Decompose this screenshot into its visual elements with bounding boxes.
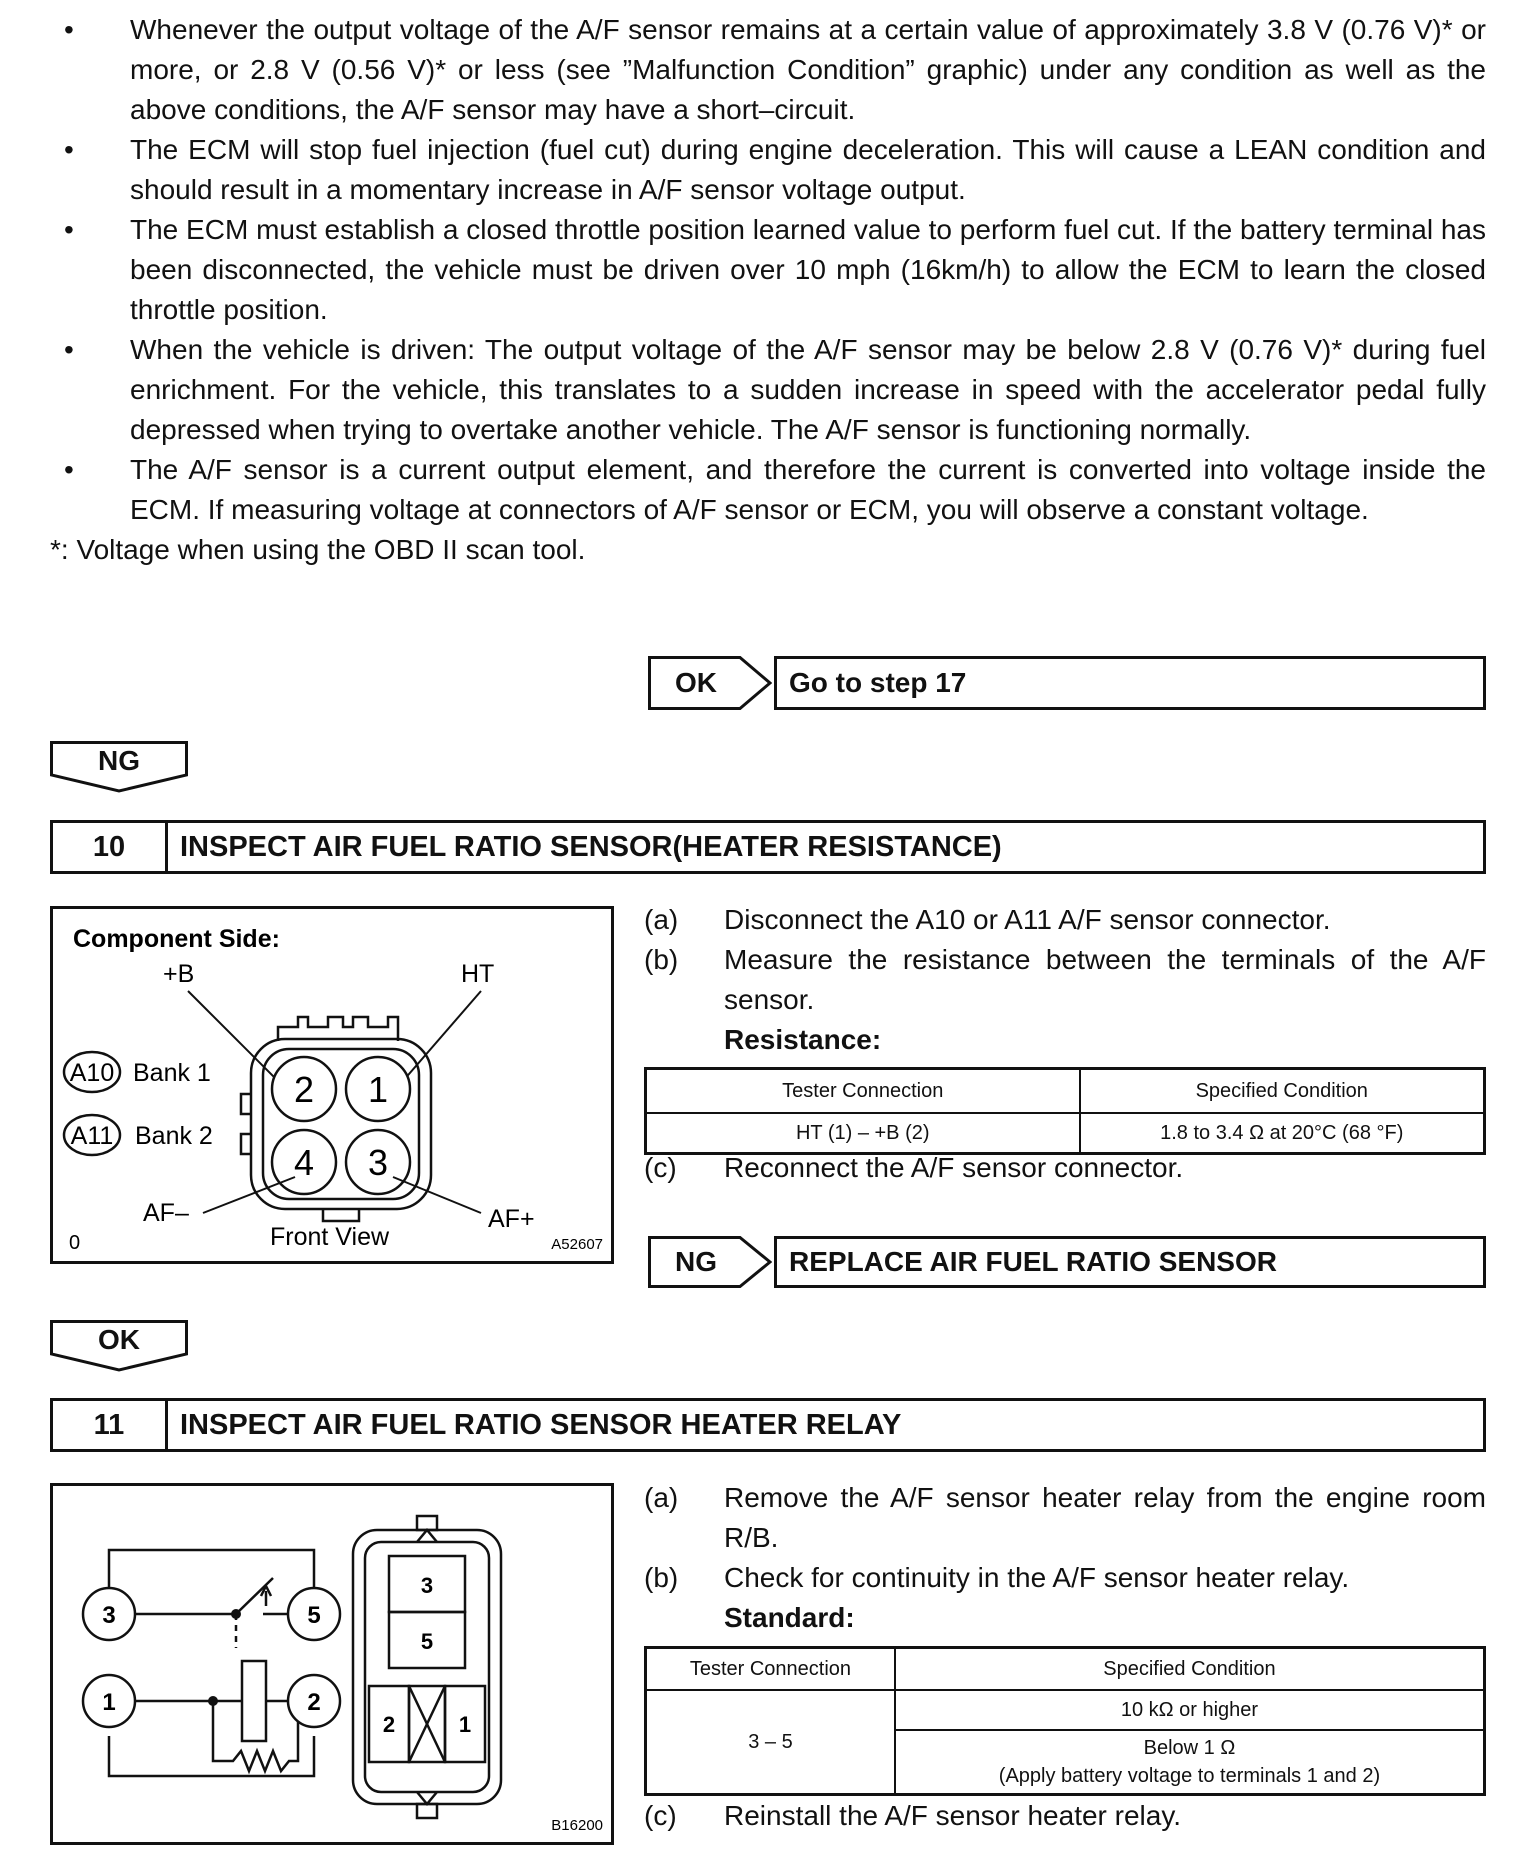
af-minus-label: AF– xyxy=(143,1199,189,1227)
table-header: Tester Connection xyxy=(646,1648,895,1691)
a10-label: A10 xyxy=(69,1059,115,1087)
instruction-a: (a) Remove the A/F sensor heater relay from the engine room R/B. xyxy=(644,1482,1486,1553)
figure-code: B16200 xyxy=(551,1817,603,1834)
connector-diagram xyxy=(53,909,611,1261)
step-11-header xyxy=(50,1398,1486,1452)
decision-target: Go to step 17 xyxy=(774,656,1486,710)
top-wire xyxy=(109,1550,314,1614)
decision-ok-go-step-17[interactable] xyxy=(648,656,1486,710)
step-10-instructions xyxy=(644,900,1486,1060)
bank-1-label: Bank 1 xyxy=(133,1059,211,1087)
table-cell: 1.8 to 3.4 Ω at 20°C (68 °F) xyxy=(1080,1113,1485,1154)
corner-label: 0 xyxy=(69,1232,81,1254)
table-header: Specified Condition xyxy=(1080,1069,1485,1114)
footnote: *: Voltage when using the OBD II scan tool. xyxy=(50,534,586,565)
ht-label: HT xyxy=(461,960,495,988)
svg-text:2: 2 xyxy=(307,1689,321,1716)
switch-blade xyxy=(236,1578,273,1614)
ok-flow-tag xyxy=(50,1320,188,1372)
instruction-b: (b) Check for continuity in the A/F sensor heater relay. xyxy=(644,1562,1350,1593)
relay-top-arrow xyxy=(417,1530,437,1542)
decision-label: NG xyxy=(675,1246,717,1277)
bullet-dot: • xyxy=(64,14,74,45)
condition-note: (Apply battery voltage to terminals 1 and 2) xyxy=(998,1765,1381,1787)
step-10-header xyxy=(50,820,1486,874)
ng-flow-label: NG xyxy=(98,745,140,776)
bullet-item: • The ECM must establish a closed throttle position learned value to perform fuel cut. If the battery terminal has been disconnected, the vehicle must be driven over 10 mph (16km/h) to allow the ECM to learn the closed throttle position. xyxy=(50,210,1486,330)
instruction-a: (a) Disconnect the A10 or A11 A/F sensor connector. xyxy=(644,904,1331,935)
instruction-b: (b) Measure the resistance between the terminals of the A/F sensor. xyxy=(644,944,1486,1015)
table-header: Tester Connection xyxy=(646,1069,1080,1114)
table-cell: HT (1) – +B (2) xyxy=(646,1113,1080,1154)
svg-text:5: 5 xyxy=(420,1629,434,1654)
table-cell: 10 kΩ or higher xyxy=(895,1690,1485,1730)
junction-dot xyxy=(231,1609,241,1619)
decision-ng-replace-sensor[interactable] xyxy=(648,1236,1486,1288)
pin-1-label: 1 xyxy=(367,1069,389,1110)
table-cell: 3 – 5 xyxy=(646,1690,895,1795)
front-view-label: Front View xyxy=(270,1223,390,1251)
svg-text:3: 3 xyxy=(102,1602,116,1629)
bullet-item: • Whenever the output voltage of the A/F sensor remains at a certain value of approximately 3.8 V (0.76 V)* or more, or 2.8 V (0.56 V)* or less (see ”Malfunction Condition” graphic) under any condition as well as the above conditions, the A/F sensor may have a short–circuit. xyxy=(50,10,1486,130)
bullet-item: • The ECM will stop fuel injection (fuel cut) during engine deceleration. This will cause a LEAN condition and should result in a momentary increase in A/F sensor voltage output. xyxy=(50,130,1486,210)
pin-3-label: 3 xyxy=(367,1142,389,1183)
svg-text:2: 2 xyxy=(382,1712,396,1737)
step-title: INSPECT AIR FUEL RATIO SENSOR(HEATER RESISTANCE) xyxy=(180,830,1002,863)
ok-flow-label: OK xyxy=(98,1324,140,1355)
connector-body xyxy=(241,1017,431,1221)
condition-below: Below 1 Ω xyxy=(1143,1737,1236,1759)
connector-figure xyxy=(50,906,614,1264)
resistance-label: Resistance: xyxy=(724,1024,882,1055)
svg-text:3: 3 xyxy=(420,1573,434,1598)
step-number: 10 xyxy=(53,823,168,871)
component-side-heading: Component Side: xyxy=(73,925,280,953)
step-11-instructions xyxy=(644,1478,1486,1638)
junction-dot xyxy=(208,1696,218,1706)
ng-flow-tag xyxy=(50,741,188,793)
plus-b-label: +B xyxy=(163,960,195,988)
svg-text:5: 5 xyxy=(307,1602,321,1629)
table-cell xyxy=(895,1730,1485,1795)
bank-2-label: Bank 2 xyxy=(135,1122,213,1150)
standard-label: Standard: xyxy=(724,1602,855,1633)
instruction-c: (c) Reconnect the A/F sensor connector. xyxy=(644,1152,1184,1183)
relay-coil xyxy=(242,1661,266,1741)
resistance-table xyxy=(644,1067,1486,1155)
bullet-dot: • xyxy=(64,334,74,365)
relay-diagram xyxy=(53,1486,611,1842)
instruction-c: (c) Reinstall the A/F sensor heater relay. xyxy=(644,1800,1182,1831)
pin-4-label: 4 xyxy=(293,1142,315,1183)
relay-bottom-tab xyxy=(417,1804,437,1818)
bullet-dot: • xyxy=(64,134,74,165)
decision-target: REPLACE AIR FUEL RATIO SENSOR xyxy=(774,1236,1486,1288)
pin-2-label: 2 xyxy=(293,1069,315,1110)
relay-bottom-arrow xyxy=(417,1792,437,1804)
figure-code: A52607 xyxy=(551,1236,603,1253)
svg-text:1: 1 xyxy=(102,1689,116,1716)
bullet-item: • The A/F sensor is a current output element, and therefore the current is converted into voltage inside the ECM. If measuring voltage at connectors of A/F sensor or ECM, you will observe a constant voltage. xyxy=(50,450,1486,530)
bullet-list xyxy=(50,10,1486,570)
table-header: Specified Condition xyxy=(895,1648,1485,1691)
svg-text:1: 1 xyxy=(458,1712,472,1737)
relay-top-tab xyxy=(417,1516,437,1530)
relay-figure xyxy=(50,1483,614,1845)
decision-label: OK xyxy=(675,667,717,698)
bullet-item: • When the vehicle is driven: The output voltage of the A/F sensor may be below 2.8 V (0.76 V)* during fuel enrichment. For the vehicle, this translates to a sudden increase in speed with the accelerator pedal fully depressed when trying to overtake another vehicle. The A/F sensor is functioning normally. xyxy=(50,330,1486,450)
step-title: INSPECT AIR FUEL RATIO SENSOR HEATER RELAY xyxy=(180,1408,902,1441)
a11-label: A11 xyxy=(70,1122,114,1150)
af-plus-label: AF+ xyxy=(488,1205,535,1233)
bullet-dot: • xyxy=(64,454,74,485)
bullet-dot: • xyxy=(64,214,74,245)
continuity-table xyxy=(644,1646,1486,1796)
step-number: 11 xyxy=(53,1401,168,1449)
connector-pins xyxy=(272,1057,410,1194)
